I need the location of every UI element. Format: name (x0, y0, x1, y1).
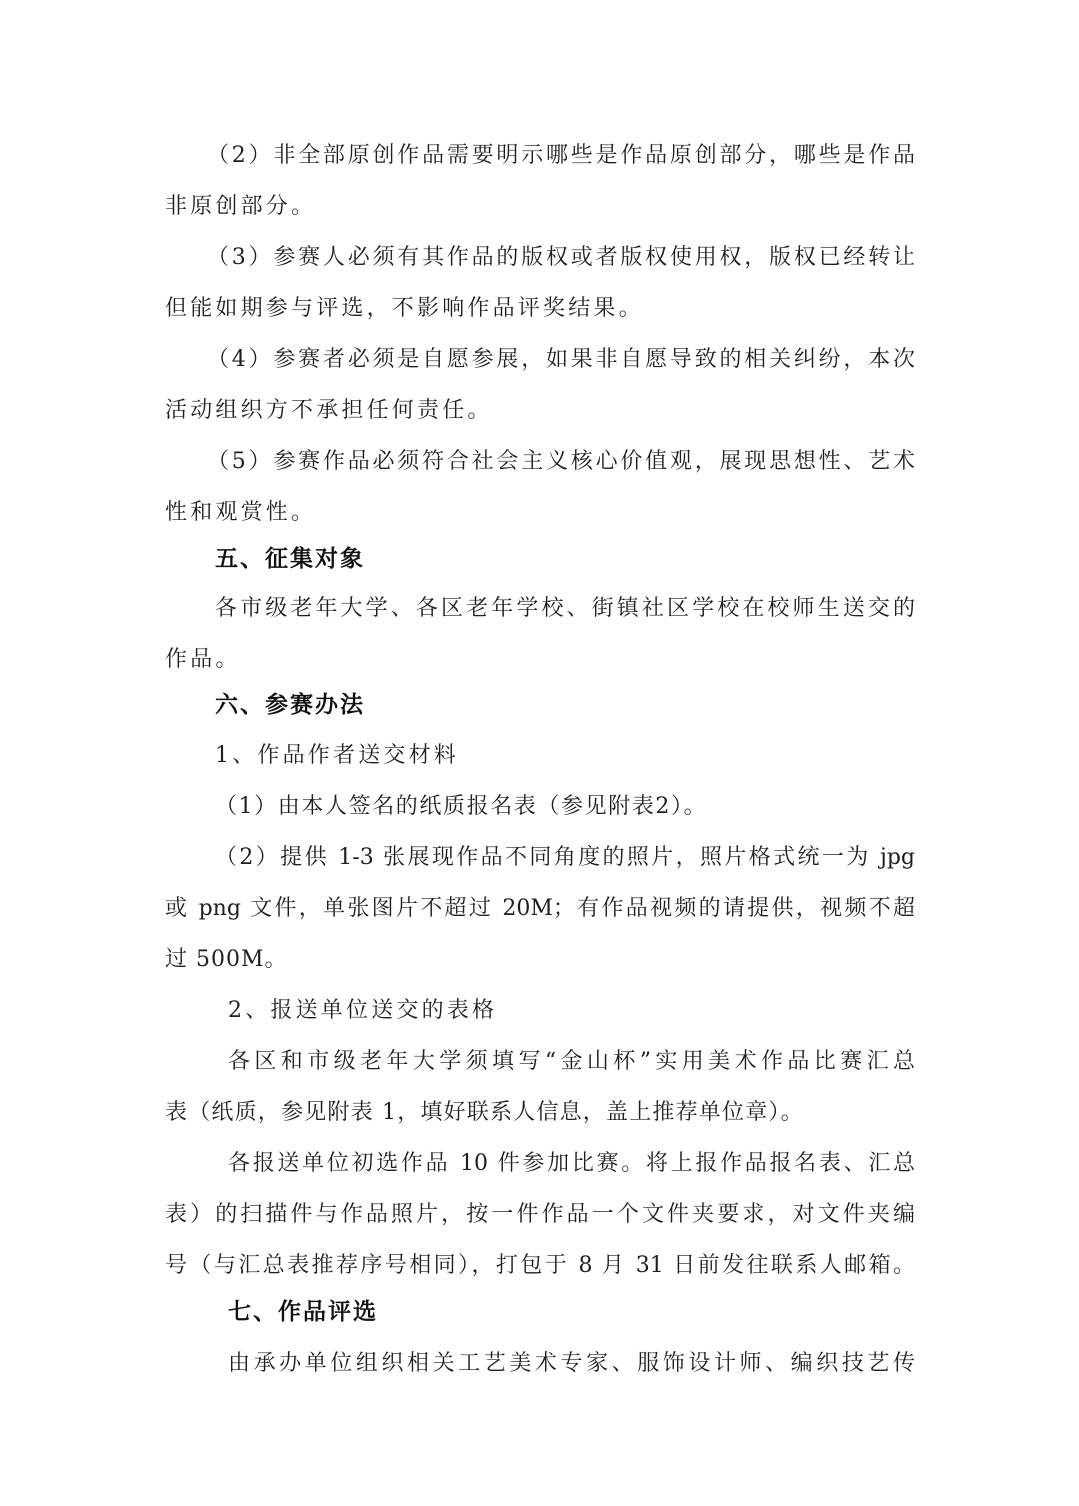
section-7-heading: 七、作品评选 (228, 1299, 378, 1325)
para-3-line-1: （3）参赛人必须有其作品的版权或者版权使用权，版权已经转让 (207, 245, 915, 270)
para-4-line-1: （4）参赛者必须是自愿参展，如果非自愿导致的相关纠纷，本次 (207, 347, 915, 372)
section-6-item-2-line-1: （2）提供 1-3 张展现作品不同角度的照片，照片格式统一为 jpg (215, 845, 915, 870)
section-5-line-2: 作品。 (165, 647, 241, 672)
section-6-item-2-line-2: 或 png 文件，单张图片不超过 20M；有作品视频的请提供，视频不超 (165, 896, 915, 921)
para-4-line-2: 活动组织方不承担任何责任。 (165, 398, 493, 423)
para-3-line-2: 但能如期参与评选，不影响作品评奖结果。 (165, 296, 644, 321)
section-6-heading: 六、参赛办法 (215, 692, 365, 718)
section-6-item-1: （1）由本人签名的纸质报名表（参见附表2）。 (215, 794, 708, 819)
section-5-line-1: 各市级老年大学、各区老年学校、街镇社区学校在校师生送交的 (215, 596, 915, 621)
section-6-subtitle-2: 2、报送单位送交的表格 (228, 998, 498, 1023)
section-5-heading: 五、征集对象 (215, 546, 365, 572)
section-6-subtitle-1: 1、作品作者送交材料 (215, 743, 459, 768)
para-2-line-2: 非原创部分。 (165, 194, 317, 219)
section-6-para-b-line-2: 表）的扫描件与作品照片，按一件作品一个文件夹要求，对文件夹编 (165, 1202, 915, 1227)
para-5-line-2: 性和观赏性。 (165, 500, 317, 525)
section-6-para-b-line-1: 各报送单位初选作品 10 件参加比赛。将上报作品报名表、汇总 (228, 1151, 915, 1176)
section-6-para-b-line-3: 号（与汇总表推荐序号相同），打包于 8 月 31 日前发往联系人邮箱。 (165, 1253, 915, 1278)
para-5-line-1: （5）参赛作品必须符合社会主义核心价值观，展现思想性、艺术 (207, 449, 915, 474)
section-6-para-a-line-2: 表（纸质，参见附表 1，填好联系人信息，盖上推荐单位章）。 (165, 1100, 804, 1125)
para-2-line-1: （2）非全部原创作品需要明示哪些是作品原创部分，哪些是作品 (207, 143, 915, 168)
section-6-item-2-line-3: 过 500M。 (165, 947, 288, 972)
section-6-para-a-line-1: 各区和市级老年大学须填写“金山杯”实用美术作品比赛汇总 (228, 1049, 915, 1074)
section-7-line-1: 由承办单位组织相关工艺美术专家、服饰设计师、编织技艺传 (228, 1351, 915, 1376)
